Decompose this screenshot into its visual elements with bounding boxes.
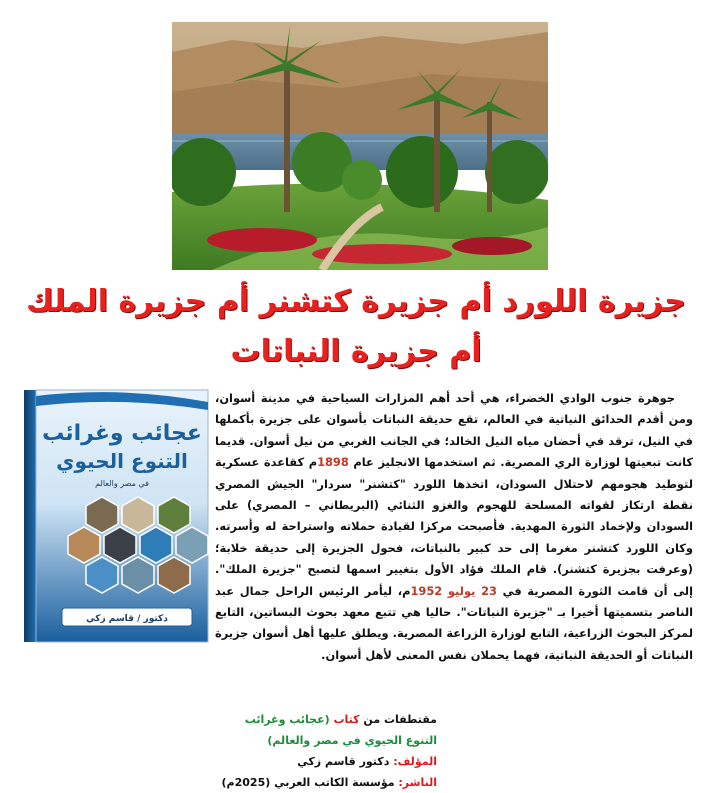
article-text-2: م كقاعدة عسكرية لتوطيد هجومهم لاحتلال السودان، اتخذها اللورد "كتشنر" سردار" الجيش المصري نقطة ارتكاز لقواته المسلحة للهجوم والغزو الثنائي (البريطاني – المصري) على السودان ولإخماد الثورة المهدية. فأصبحت مركزا لقيادة حملاته واستراحة له وأسرته. وكان اللورد كتشنر مغرما إلى حد كبير بالنباتات، فحول الجزيرة إلى حديقة خلابة؛ (وعرفت بجزيرة كتشنر). قام الملك فؤاد الأول بتغيير اسمها لتصبح "جزيرة الملك". إلى أن قامت الثورة المصرية في: [215, 455, 693, 598]
book-title-line-2: التنوع الحيوي: [56, 449, 188, 473]
title-line-1: جزيرة اللورد أم جزيرة كتشنر أم جزيرة الملك: [26, 284, 686, 319]
author-line: [215, 751, 437, 772]
article-date-1952: 23 يوليو 1952: [410, 583, 497, 598]
book-title-line-1: عجائب وغرائب: [42, 421, 202, 446]
publisher-line: [215, 772, 437, 793]
excerpt-word: كتاب: [333, 713, 360, 726]
book-credits: [215, 709, 437, 793]
article-year-1898: 1898: [317, 455, 349, 470]
garden-photo: [172, 22, 548, 270]
author-label: المؤلف:: [393, 755, 437, 768]
publisher-name: مؤسسة الكاتب العربي (2025م): [221, 776, 395, 789]
article-title: [20, 280, 692, 374]
excerpt-prefix: مقتطفات من: [363, 713, 437, 726]
publisher-label: الناشر:: [398, 776, 437, 789]
book-author: دكتور / قاسم زكي: [86, 614, 168, 624]
title-line-2: أم جزيرة النباتات: [230, 334, 482, 369]
author-name: دكتور قاسم زكي: [297, 755, 390, 768]
article-text-3: م، ليأمر الرئيس الراحل جمال عبد الناصر بتسميتها أخيرا بـ "جزيرة النباتات". حاليا هي تتبع معهد بحوث البساتين، التابع لمركز البحوث الزراعية، التابع لوزارة الزراعة المصرية. ويطلق عليها أهل أسوان جزيرة النباتات أو الحديقة النباتية، فهما يحملان نفس المعنى لأهل أسوان.: [215, 583, 693, 662]
article-text-1: جوهرة جنوب الوادي الخضراء، هي أحد أهم المزارات السياحية في مدينة أسوان، ومن أقدم الحدائق النباتية في العالم، تقع حديقة النباتات بأسوان على جزيرة بأكملها في النيل، ترقد في أحضان مياه النيل الخالد؛ في الجانب الغربي من نيل أسوان. قديما كانت تبعيتها لوزارة الري المصرية. ثم استخدمها الانجليز عام: [215, 391, 693, 470]
book-cover: [22, 388, 212, 644]
book-cover-art: [22, 388, 212, 644]
excerpt-book-name: (عجائب وغرائب التنوع الحيوي في مصر والعالم): [244, 713, 437, 747]
garden-photo-illustration: [172, 22, 548, 270]
article-body: [215, 388, 693, 666]
book-subtitle: في مصر والعالم: [95, 479, 149, 488]
article-paragraph: [215, 388, 693, 666]
excerpt-line: [215, 709, 437, 751]
